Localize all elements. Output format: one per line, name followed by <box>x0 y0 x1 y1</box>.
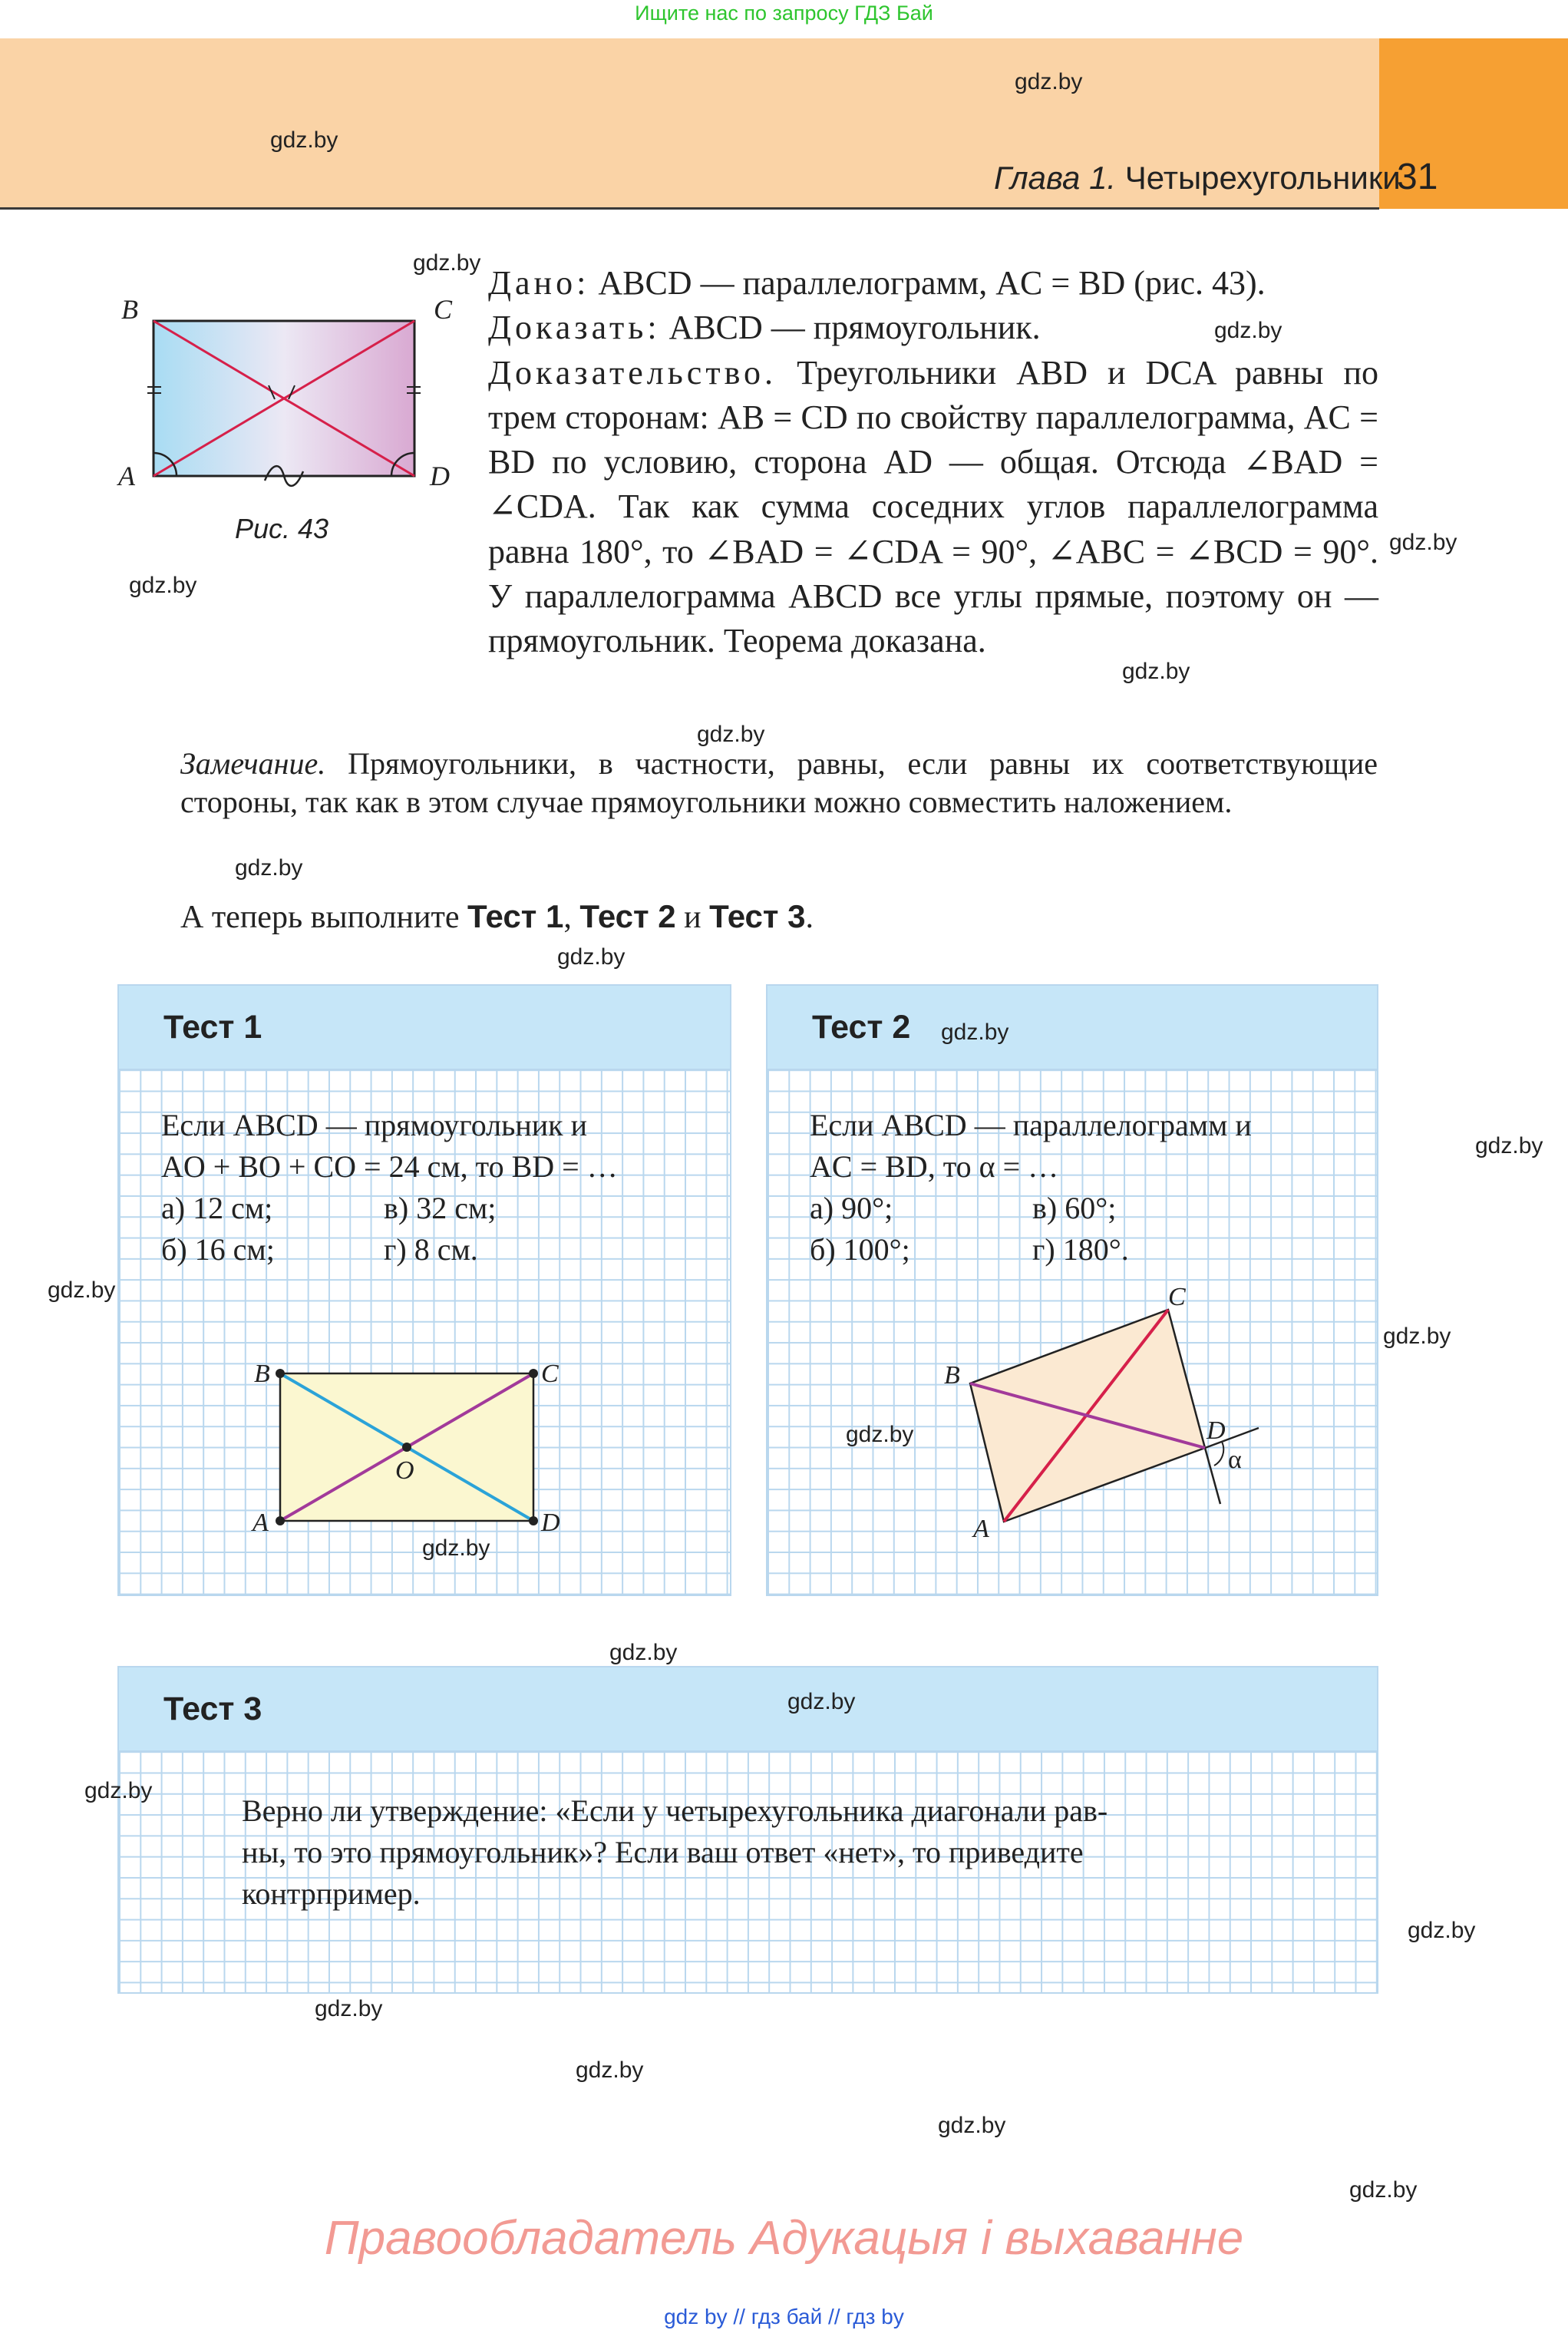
test-3-line-1: Верно ли утверждение: «Если у четырехугольника диагонали рав- <box>242 1793 1108 1828</box>
test-3-line-2: ны, то это прямоугольник»? Если ваш ответ «нет», то приведите <box>242 1835 1084 1869</box>
page-number: 31 <box>1397 157 1438 197</box>
test-1-label-o: O <box>395 1456 414 1485</box>
watermark: gdz.by <box>557 944 626 970</box>
test-3-card <box>117 1666 1378 1994</box>
test-2-header <box>767 986 1377 1070</box>
test-1-label-c: C <box>541 1360 559 1388</box>
watermark: gdz.by <box>129 573 197 598</box>
test-2-card <box>766 984 1378 1596</box>
tests-intro-test3: Тест 3 <box>709 898 806 934</box>
watermark: gdz.by <box>422 1535 490 1561</box>
watermark: gdz.by <box>941 1020 1009 1045</box>
fig43-label-a: A <box>118 461 135 491</box>
test-1-label-b: B <box>254 1360 270 1388</box>
test-2-option-v[interactable]: в) 60°; <box>1032 1191 1117 1225</box>
test-2-line-2: AC = BD, то α = … <box>810 1149 1059 1184</box>
test-3-line-3: контрпример. <box>242 1876 421 1911</box>
test-1-option-v[interactable]: в) 32 см; <box>384 1191 497 1225</box>
tests-intro-prefix: А теперь выполните <box>180 900 460 935</box>
tests-intro-test1: Тест 1 <box>467 898 564 934</box>
watermark: gdz.by <box>787 1689 856 1714</box>
footer-link-gdz-by[interactable]: gdz by <box>664 2305 728 2328</box>
test-1-label-a: A <box>253 1509 269 1537</box>
test-1-line-1: Если ABCD — прямоугольник и <box>161 1108 588 1142</box>
test-2-label-alpha: α <box>1228 1446 1242 1474</box>
tests-intro-and: и <box>684 900 701 935</box>
watermark: gdz.by <box>84 1778 153 1803</box>
watermark: gdz.by <box>1408 1918 1476 1943</box>
test-1-title: Тест 1 <box>163 1009 262 1046</box>
test-2-line-1: Если ABCD — параллелограмм и <box>810 1108 1252 1142</box>
watermark: gdz.by <box>1349 2177 1418 2203</box>
fig43-label-b: B <box>121 294 138 325</box>
copyright-notice: Правообладатель Адукацыя і выхаванне <box>324 2212 1244 2265</box>
watermark: gdz.by <box>576 2057 644 2083</box>
watermark: gdz.by <box>413 250 481 276</box>
alpha-arc <box>1214 1442 1223 1466</box>
tests-intro-end: . <box>805 900 814 935</box>
prove-text: ABCD — прямоугольник. <box>668 309 1041 347</box>
watermark: gdz.by <box>315 1996 383 2021</box>
watermark: gdz.by <box>1383 1324 1451 1349</box>
watermark: gdz.by <box>1015 69 1083 94</box>
test-1-question <box>161 1105 618 1271</box>
tests-intro <box>180 898 814 936</box>
fig43-label-d: D <box>430 461 450 491</box>
test-2-option-b[interactable]: б) 100°; <box>810 1232 910 1267</box>
watermark: gdz.by <box>235 855 303 881</box>
test-2-question <box>810 1105 1252 1271</box>
given-label: Дано: <box>488 264 590 302</box>
test-2-label-c: C <box>1168 1283 1186 1311</box>
test-3-title: Тест 3 <box>163 1691 262 1727</box>
test-1-header <box>119 986 730 1070</box>
proof-body <box>488 351 1378 664</box>
test-2-label-b: B <box>944 1361 960 1390</box>
test-1-line-2: AO + BO + CO = 24 см, то BD = … <box>161 1149 618 1184</box>
watermark: gdz.by <box>846 1422 914 1447</box>
watermark: gdz.by <box>1475 1133 1543 1158</box>
note-label: Замечание. <box>180 746 326 781</box>
footer-link-gdz-bai[interactable]: гдз бай <box>751 2305 823 2328</box>
test-3-header <box>119 1667 1377 1752</box>
watermark: gdz.by <box>697 722 765 747</box>
test-2-option-g[interactable]: г) 180°. <box>1032 1232 1129 1267</box>
footer-links <box>0 2305 1568 2329</box>
watermark: gdz.by <box>1389 530 1457 555</box>
proof-text: Треугольники ABD и DCA равны по трем сторонам: AB = CD по свойству параллелограмма, AC = BD по условию, сторона AD — общая. Отсюда ∠BAD = ∠CDA. Так как сумма соседних углов параллелограмма равна 180°, то ∠BAD = ∠CDA = 90°, ∠ABC = ∠BCD = 90°. У параллелограмма ABCD все углы прямые, поэтому он — прямоугольник. Теорема доказана. <box>488 353 1378 660</box>
fig43-label-c: C <box>434 294 453 325</box>
test-1-card <box>117 984 731 1596</box>
test-2-extension-cd <box>1205 1448 1220 1504</box>
watermark: gdz.by <box>1122 659 1190 684</box>
header-divider <box>0 207 1379 210</box>
watermark: gdz.by <box>938 2113 1006 2138</box>
test-1-figure <box>242 1347 579 1546</box>
figure-43-caption: Рис. 43 <box>235 513 329 544</box>
search-hint-banner[interactable]: Ищите нас по запросу ГДЗ Бай <box>635 2 933 25</box>
note-text: Прямоугольники, в частности, равны, если равны их соответствующие стороны, так как в этом случае прямоугольники можно совместить наложением. <box>180 746 1378 819</box>
test-2-figure <box>883 1277 1282 1577</box>
test-1-option-a[interactable]: а) 12 см; <box>161 1191 273 1225</box>
chapter-name: Четырехугольники <box>1124 160 1401 196</box>
test-1-label-d: D <box>541 1509 560 1537</box>
chapter-label: Глава 1. <box>994 160 1117 196</box>
footer-separator: // <box>828 2305 840 2328</box>
tests-intro-sep: , <box>563 900 572 935</box>
chapter-title <box>994 160 1401 197</box>
test-3-question <box>242 1790 1270 1915</box>
prove-label: Доказать: <box>488 309 661 347</box>
proof-label: Доказательство. <box>488 353 777 392</box>
watermark: gdz.by <box>609 1640 678 1665</box>
watermark: gdz.by <box>1214 318 1282 343</box>
given-line <box>488 261 1378 306</box>
test-2-title: Тест 2 <box>812 1009 911 1046</box>
footer-separator: // <box>733 2305 745 2328</box>
footer-link-gdz-by-2[interactable]: гдз by <box>846 2305 904 2328</box>
test-2-option-a[interactable]: а) 90°; <box>810 1191 893 1225</box>
watermark: gdz.by <box>270 127 338 153</box>
watermark: gdz.by <box>48 1277 116 1303</box>
given-text: ABCD — параллелограмм, AC = BD (рис. 43). <box>598 264 1266 302</box>
figure-43 <box>107 284 460 507</box>
test-1-option-b[interactable]: б) 16 см; <box>161 1232 275 1267</box>
test-2-label-d: D <box>1207 1416 1226 1445</box>
tests-intro-test2: Тест 2 <box>579 898 676 934</box>
test-1-option-g[interactable]: г) 8 см. <box>384 1232 478 1267</box>
note-paragraph <box>180 745 1378 821</box>
test-2-label-a: A <box>973 1515 989 1543</box>
